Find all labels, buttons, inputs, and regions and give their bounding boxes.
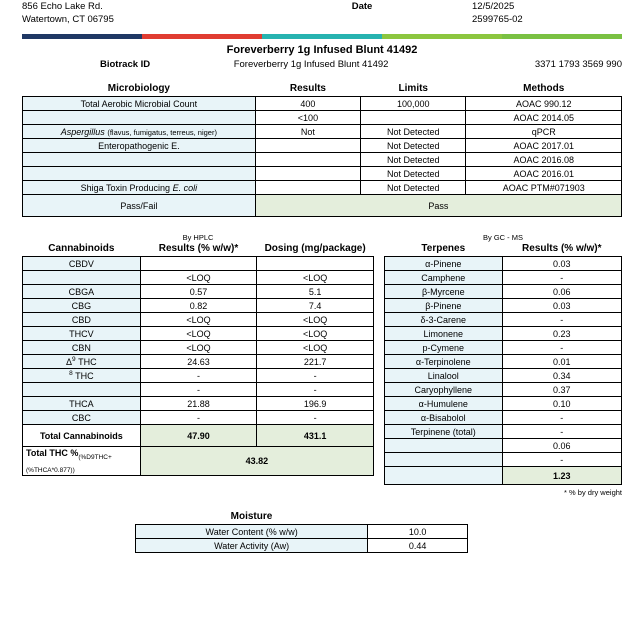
total-cannabinoids-dose: 431.1	[257, 425, 374, 447]
analyte-result: <LOQ	[140, 327, 257, 341]
address-line-1: 856 Echo Lake Rd.	[22, 1, 103, 12]
table-row	[23, 355, 374, 369]
terpenes-block	[384, 233, 622, 497]
analyte-limit: Not Detected	[361, 167, 466, 181]
sample-number: 2599765-02	[472, 14, 523, 25]
table-row	[23, 369, 374, 383]
table-row	[385, 257, 622, 271]
analyte-name: $\Delta^9$ THC	[23, 355, 141, 369]
analyte-name: THCV	[23, 327, 141, 341]
cannabinoids-table	[22, 242, 374, 476]
analyte-method: AOAC PTM#071903	[466, 181, 622, 195]
total-thc-label: Total THC $\%_{(\%D9THC+(\%THCA*0.877))}$	[23, 447, 141, 476]
dry-weight-footnote: * % by dry weight	[564, 488, 622, 497]
analyte-result: 0.82	[140, 299, 257, 313]
terpenes-col-results: Results (% w/w)*	[522, 243, 602, 254]
microbiology-table	[22, 82, 622, 217]
analyte-name	[23, 125, 256, 139]
terpene-name: β-Pinene	[385, 299, 503, 313]
analyte-name	[23, 111, 256, 125]
moisture-title: Moisture	[230, 511, 273, 522]
analyte-limit	[361, 111, 466, 125]
analyte-name	[23, 153, 256, 167]
analyte-name	[23, 167, 256, 181]
total-terpenes-row	[385, 467, 622, 485]
table-row	[385, 383, 622, 397]
date-label: Date	[351, 1, 373, 12]
analyte-result: -	[140, 383, 257, 397]
terpene-name: β-Myrcene	[385, 285, 503, 299]
table-row	[385, 453, 622, 467]
table-row	[385, 313, 622, 327]
biotrack-id: 3371 1793 3569 990	[534, 59, 622, 70]
analyte-name: $^8$ THC	[23, 369, 141, 383]
analyte-result: -	[140, 411, 257, 425]
terpene-name: α-Pinene	[385, 257, 503, 271]
table-row	[385, 355, 622, 369]
analyte-name: CBN	[23, 341, 141, 355]
terpene-result: -	[502, 411, 621, 425]
total-cannabinoids-result: 47.90	[140, 425, 257, 447]
terpenes-table	[384, 242, 622, 485]
table-row	[385, 299, 622, 313]
cannabinoids-col-name: Cannabinoids	[48, 243, 115, 254]
table-row	[23, 153, 622, 167]
cannabinoids-col-results: Results (% w/w)*	[158, 243, 239, 254]
table-row	[385, 341, 622, 355]
terpene-result: 0.06	[502, 439, 621, 453]
analyte-dose: 196.9	[257, 397, 374, 411]
analyte-method: AOAC 2016.08	[466, 153, 622, 167]
terpene-name	[385, 453, 503, 467]
analyte-result: 400	[255, 97, 360, 111]
terpene-result: 0.03	[502, 299, 621, 313]
passfail-value: Pass	[255, 195, 621, 217]
analyte-name: THCA	[23, 397, 141, 411]
terpene-name: Linalool	[385, 369, 503, 383]
moisture-result: 0.44	[368, 539, 468, 553]
page-header	[22, 0, 622, 26]
terpene-result: 0.34	[502, 369, 621, 383]
analyte-result: <LOQ	[140, 313, 257, 327]
analyte-name: CBGA	[23, 285, 141, 299]
lab-address	[22, 0, 252, 26]
analyte-result: <LOQ	[140, 271, 257, 285]
table-row	[385, 397, 622, 411]
table-row	[385, 369, 622, 383]
cannabinoids-method-note: By HPLC	[182, 233, 214, 242]
terpene-name: α-Terpinolene	[385, 355, 503, 369]
microbiology-col-results: Results	[289, 83, 326, 94]
microbiology-col-limits: Limits	[398, 83, 428, 94]
analyte-method: AOAC 2014.05	[466, 111, 622, 125]
analyte-result: Not	[255, 125, 360, 139]
terpenes-method-note: By GC - MS	[482, 233, 523, 242]
analyte-result	[140, 257, 257, 271]
total-cannabinoids-row	[23, 425, 374, 447]
analyte-limit: Not Detected	[361, 125, 466, 139]
table-row	[136, 525, 468, 539]
table-row	[385, 411, 622, 425]
analyte-name: Shiga Toxin Producing E. coli	[23, 181, 256, 195]
terpene-result: 0.06	[502, 285, 621, 299]
table-row	[23, 97, 622, 111]
cannabinoids-col-dosing: Dosing (mg/package)	[264, 243, 366, 254]
analyte-result: -	[140, 369, 257, 383]
table-row	[23, 181, 622, 195]
table-row	[23, 285, 374, 299]
terpene-name	[385, 439, 503, 453]
terpenes-col-name: Terpenes	[421, 243, 466, 254]
analyte-name	[23, 383, 141, 397]
table-row	[23, 271, 374, 285]
table-row	[23, 139, 622, 153]
analyte-dose: 5.1	[257, 285, 374, 299]
analyte-dose: <LOQ	[257, 327, 374, 341]
table-row	[136, 539, 468, 553]
biotrack-row	[22, 59, 622, 70]
moisture-table	[135, 524, 468, 553]
moisture-name: Water Content (% w/w)	[136, 525, 368, 539]
analyte-result	[255, 167, 360, 181]
analyte-dose: <LOQ	[257, 313, 374, 327]
address-line-2: Watertown, CT 06795	[22, 14, 114, 25]
analyte-name	[23, 271, 141, 285]
analyte-method: AOAC 990.12	[466, 97, 622, 111]
analyte-dose: <LOQ	[257, 271, 374, 285]
total-cannabinoids-label: Total Cannabinoids	[23, 425, 141, 447]
analyte-name: Enteropathogenic E.	[23, 139, 256, 153]
terpene-result: 0.23	[502, 327, 621, 341]
analyte-result: <LOQ	[140, 341, 257, 355]
terpene-result: 0.03	[502, 257, 621, 271]
table-row	[23, 411, 374, 425]
analyte-result	[255, 153, 360, 167]
terpene-name: Terpinene (total)	[385, 425, 503, 439]
analyte-result: 0.57	[140, 285, 257, 299]
microbiology-header-row	[23, 82, 622, 97]
total-thc-formula: (%D9THC+(%THCA*0.877))	[26, 453, 112, 474]
table-row	[23, 257, 374, 271]
passfail-row	[23, 195, 622, 217]
analyte-result	[255, 139, 360, 153]
cannabinoids-header-row	[23, 242, 374, 257]
total-thc-row	[23, 447, 374, 476]
terpene-result: 0.37	[502, 383, 621, 397]
analyte-result: <100	[255, 111, 360, 125]
table-row	[23, 125, 622, 139]
terpene-result: -	[502, 313, 621, 327]
header-right	[472, 0, 622, 26]
terpene-result: -	[502, 453, 621, 467]
analyte-dose: 221.7	[257, 355, 374, 369]
total-terpenes-label	[385, 467, 503, 485]
table-row	[385, 327, 622, 341]
analyte-dose: <LOQ	[257, 341, 374, 355]
table-row	[23, 397, 374, 411]
analyte-limit: 100,000	[361, 97, 466, 111]
table-row	[23, 327, 374, 341]
total-thc-value: 43.82	[140, 447, 373, 476]
analyte-name-note: (flavus, fumigatus, terreus, niger)	[107, 127, 217, 137]
terpene-name: Camphene	[385, 271, 503, 285]
analyte-result: 24.63	[140, 355, 257, 369]
analyte-name: Total Aerobic Microbial Count	[23, 97, 256, 111]
analyte-name: CBG	[23, 299, 141, 313]
microbiology-col-name: Microbiology	[107, 83, 170, 94]
terpene-name: α-Humulene	[385, 397, 503, 411]
cannabinoids-block	[22, 233, 374, 497]
analyte-name: CBDV	[23, 257, 141, 271]
terpene-name: Limonene	[385, 327, 503, 341]
table-row	[23, 313, 374, 327]
terpene-name: δ-3-Carene	[385, 313, 503, 327]
analyte-limit: Not Detected	[361, 139, 466, 153]
table-row	[23, 383, 374, 397]
analyte-result: 21.88	[140, 397, 257, 411]
moisture-name: Water Activity (Aw)	[136, 539, 368, 553]
terpene-name: α-Bisabolol	[385, 411, 503, 425]
results-section	[22, 233, 622, 497]
terpene-name: p-Cymene	[385, 341, 503, 355]
terpene-result: -	[502, 341, 621, 355]
analyte-name: CBC	[23, 411, 141, 425]
analyte-limit: Not Detected	[361, 181, 466, 195]
passfail-label: Pass/Fail	[23, 195, 256, 217]
table-row	[23, 111, 622, 125]
analyte-result	[255, 181, 360, 195]
terpene-result: 0.10	[502, 397, 621, 411]
table-row	[23, 299, 374, 313]
analyte-limit: Not Detected	[361, 153, 466, 167]
terpene-result: -	[502, 425, 621, 439]
terpene-result: 0.01	[502, 355, 621, 369]
terpenes-header-row	[385, 242, 622, 257]
biotrack-product-name: Foreverberry 1g Infused Blunt 41492	[233, 59, 389, 70]
report-date: 12/5/2025	[472, 1, 515, 12]
analyte-name: CBD	[23, 313, 141, 327]
moisture-section	[22, 511, 622, 553]
brand-color-bar	[22, 34, 622, 39]
analyte-dose: 7.4	[257, 299, 374, 313]
table-row	[385, 439, 622, 453]
table-row	[23, 167, 622, 181]
moisture-result: 10.0	[368, 525, 468, 539]
analyte-method: qPCR	[466, 125, 622, 139]
biotrack-label: Biotrack ID	[100, 59, 151, 70]
terpene-result: -	[502, 271, 621, 285]
analyte-name-italic: Aspergillus	[60, 126, 105, 137]
terpene-name: Caryophyllene	[385, 383, 503, 397]
analyte-method: AOAC 2016.01	[466, 167, 622, 181]
total-terpenes-value: 1.23	[502, 467, 621, 485]
analyte-dose: -	[257, 369, 374, 383]
analyte-dose: -	[257, 411, 374, 425]
analyte-dose	[257, 257, 374, 271]
table-row	[23, 341, 374, 355]
table-row	[385, 425, 622, 439]
table-row	[385, 271, 622, 285]
product-title: Foreverberry 1g Infused Blunt 41492	[226, 44, 418, 56]
table-row	[385, 285, 622, 299]
analyte-dose: -	[257, 383, 374, 397]
microbiology-col-methods: Methods	[523, 83, 565, 94]
analyte-method: AOAC 2017.01	[466, 139, 622, 153]
